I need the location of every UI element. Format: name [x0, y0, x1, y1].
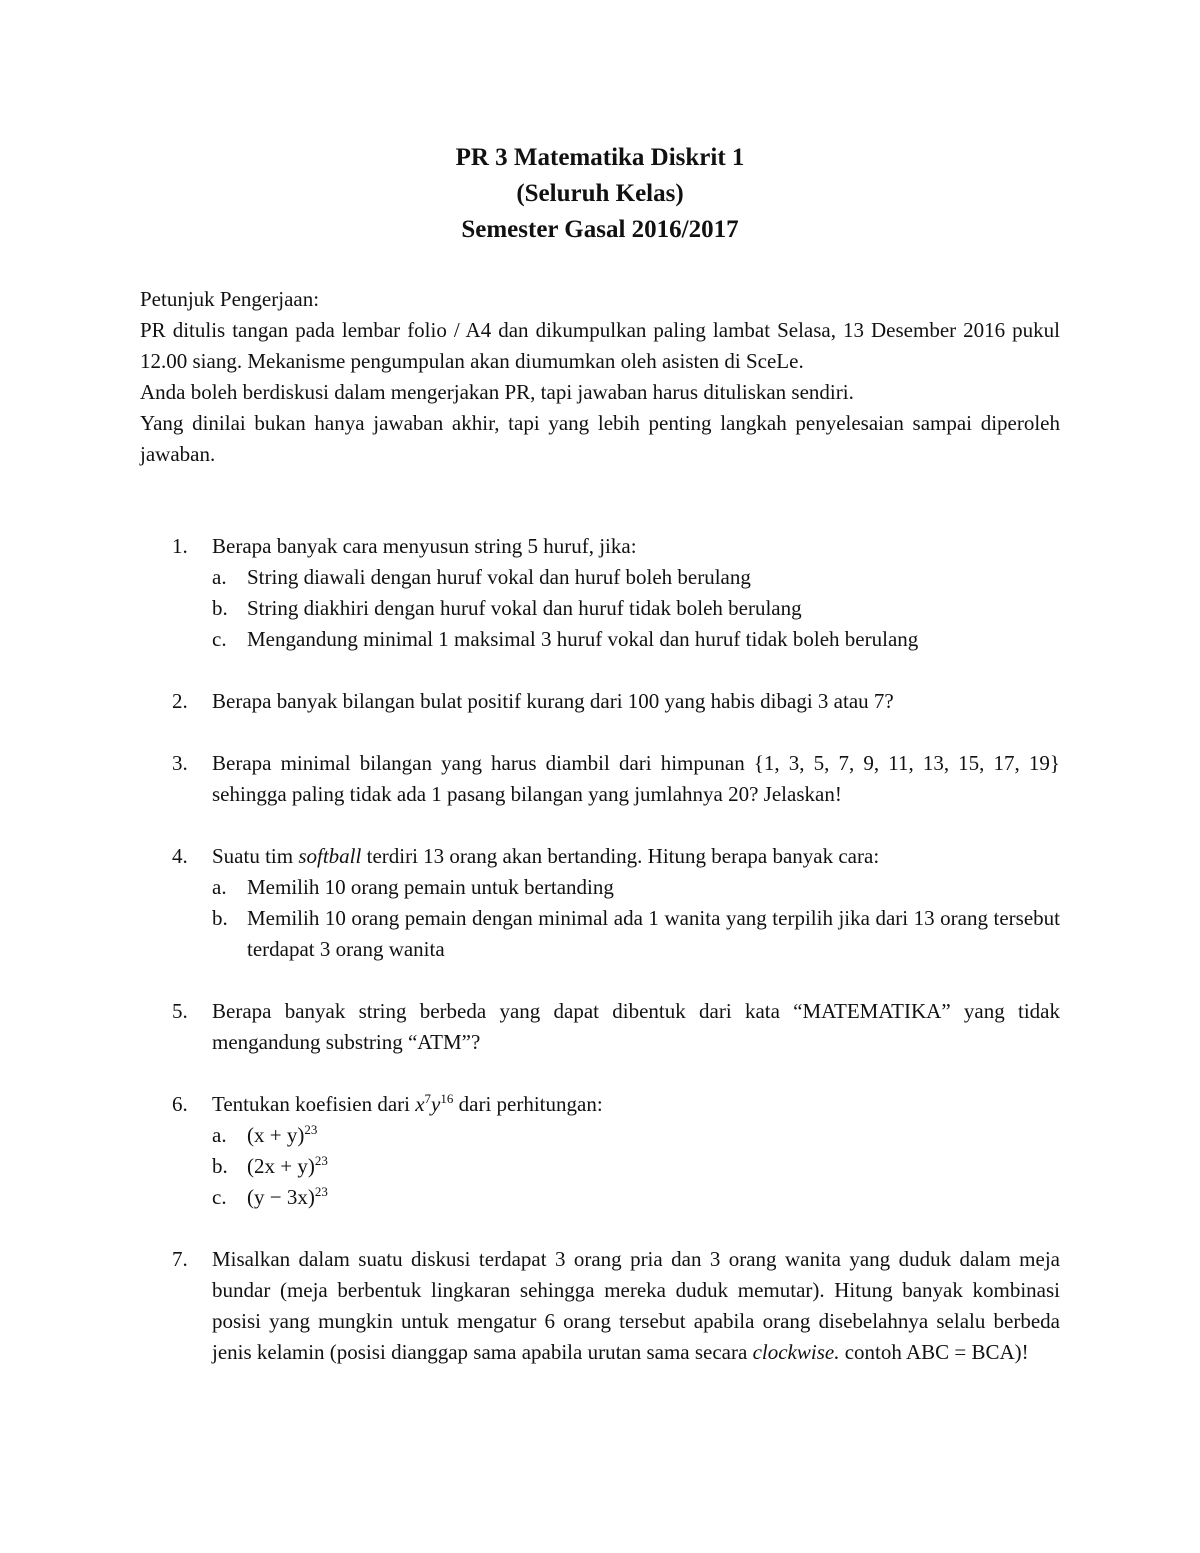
subquestion-text: Mengandung minimal 1 maksimal 3 huruf vokal dan huruf tidak boleh berulang — [247, 627, 919, 651]
subquestion-text: Memilih 10 orang pemain dengan minimal ada 1 wanita yang terpilih jika dari 13 orang tersebut terdapat 3 orang wanita — [247, 906, 1060, 961]
math-base: (x + y) — [247, 1123, 305, 1147]
math-base: (y − 3x) — [247, 1185, 315, 1209]
math-exponent: 23 — [314, 1184, 328, 1199]
question-text-part: dari perhitungan: — [453, 1092, 603, 1116]
math-expression — [247, 1123, 317, 1147]
subquestion-text: Memilih 10 orang pemain untuk bertanding — [247, 875, 614, 899]
subquestion-b — [212, 593, 1060, 624]
question-2 — [140, 686, 1060, 717]
question-number: 5. — [172, 999, 188, 1023]
title-line-2: (Seluruh Kelas) — [516, 180, 684, 207]
subquestion-text: String diawali dengan huruf vokal dan huruf boleh berulang — [247, 565, 751, 589]
subquestion-a — [212, 562, 1060, 593]
question-number: 1. — [172, 534, 188, 558]
question-text-part: terdiri 13 orang akan bertanding. Hitung berapa banyak cara: — [361, 844, 880, 868]
question-4 — [140, 841, 1060, 965]
spacer — [140, 965, 1060, 996]
spacer — [140, 501, 1060, 531]
spacer — [140, 810, 1060, 841]
math-expression — [247, 1185, 328, 1209]
math-expression — [247, 1154, 328, 1178]
question-text-part: Misalkan dalam suatu diskusi terdapat 3 orang pria dan 3 orang wanita yang duduk dalam meja bundar (meja berbentuk lingkaran sehingga mereka duduk memutar). Hitung banyak kombinasi posisi yang mungkin untuk mengatur 6 orang tersebut apabila orang disebelahnya selalu berbeda jenis kelamin (posisi dianggap sama apabila urutan sama secara — [212, 1247, 1060, 1364]
subquestion-label: b. — [212, 596, 228, 620]
spacer — [140, 1213, 1060, 1244]
question-number: 4. — [172, 844, 188, 868]
question-text — [212, 841, 1060, 872]
math-exponent: 16 — [440, 1091, 454, 1106]
spacer — [140, 717, 1060, 748]
subquestion-label: a. — [212, 565, 227, 589]
spacer — [140, 1058, 1060, 1089]
math-exponent: 23 — [304, 1122, 318, 1137]
instructions-heading: Petunjuk Pengerjaan: — [140, 287, 320, 311]
title-line-3: Semester Gasal 2016/2017 — [461, 216, 739, 243]
question-3 — [140, 748, 1060, 810]
question-text: Berapa banyak bilangan bulat positif kurang dari 100 yang habis dibagi 3 atau 7? — [212, 689, 894, 713]
subquestion-label: b. — [212, 906, 228, 930]
subquestion-label: c. — [212, 1185, 227, 1209]
subquestion-a — [212, 872, 1060, 903]
question-text — [212, 1089, 1060, 1120]
italic-term: clockwise. — [752, 1340, 840, 1364]
subquestion-c — [212, 1182, 1060, 1213]
question-number: 2. — [172, 689, 188, 713]
subquestion-b — [212, 1151, 1060, 1182]
subquestion-label: b. — [212, 1154, 228, 1178]
question-number: 7. — [172, 1247, 188, 1271]
italic-term: softball — [298, 844, 362, 868]
document-title — [140, 140, 1060, 248]
instructions-line-3: Yang dinilai bukan hanya jawaban akhir, tapi yang lebih penting langkah penyelesaian sampai diperoleh jawaban. — [140, 411, 1060, 466]
document-page — [140, 140, 1060, 1368]
spacer — [140, 655, 1060, 686]
math-var-y: y — [431, 1092, 441, 1116]
question-text-part: Tentukan koefisien dari — [212, 1092, 416, 1116]
math-exponent: 23 — [314, 1153, 328, 1168]
question-text: Berapa banyak string berbeda yang dapat dibentuk dari kata “MATEMATIKA” yang tidak mengandung substring “ATM”? — [212, 999, 1060, 1054]
question-7 — [140, 1244, 1060, 1368]
subquestion-c — [212, 624, 1060, 655]
math-var-x: x — [415, 1092, 425, 1116]
subquestion-b — [212, 903, 1060, 965]
subquestion-a — [212, 1120, 1060, 1151]
question-5 — [140, 996, 1060, 1058]
instructions-line-2: Anda boleh berdiskusi dalam mengerjakan PR, tapi jawaban harus dituliskan sendiri. — [140, 380, 854, 404]
question-text-part: contoh ABC = BCA)! — [839, 1340, 1029, 1364]
question-text: Berapa minimal bilangan yang harus diambil dari himpunan {1, 3, 5, 7, 9, 11, 13, 15, 17, 19} sehingga paling tidak ada 1 pasang bilangan yang jumlahnya 20? Jelaskan! — [212, 751, 1060, 806]
instructions-block — [140, 284, 1060, 470]
instructions-line-1: PR ditulis tangan pada lembar folio / A4 dan dikumpulkan paling lambat Selasa, 13 Desember 2016 pukul 12.00 siang. Mekanisme pengumpulan akan diumumkan oleh asisten di SceLe. — [140, 318, 1060, 373]
question-6 — [140, 1089, 1060, 1213]
subquestion-label: a. — [212, 1123, 227, 1147]
question-1 — [140, 531, 1060, 655]
question-text-part: Suatu tim — [212, 844, 299, 868]
subquestion-label: c. — [212, 627, 227, 651]
title-line-1: PR 3 Matematika Diskrit 1 — [455, 144, 745, 171]
question-number: 6. — [172, 1092, 188, 1116]
question-number: 3. — [172, 751, 188, 775]
math-exponent: 7 — [424, 1091, 432, 1106]
question-text — [212, 1244, 1060, 1368]
subquestion-label: a. — [212, 875, 227, 899]
subquestion-text: String diakhiri dengan huruf vokal dan huruf tidak boleh berulang — [247, 596, 802, 620]
math-base: (2x + y) — [247, 1154, 315, 1178]
question-text: Berapa banyak cara menyusun string 5 huruf, jika: — [212, 534, 637, 558]
spacer — [140, 470, 1060, 501]
